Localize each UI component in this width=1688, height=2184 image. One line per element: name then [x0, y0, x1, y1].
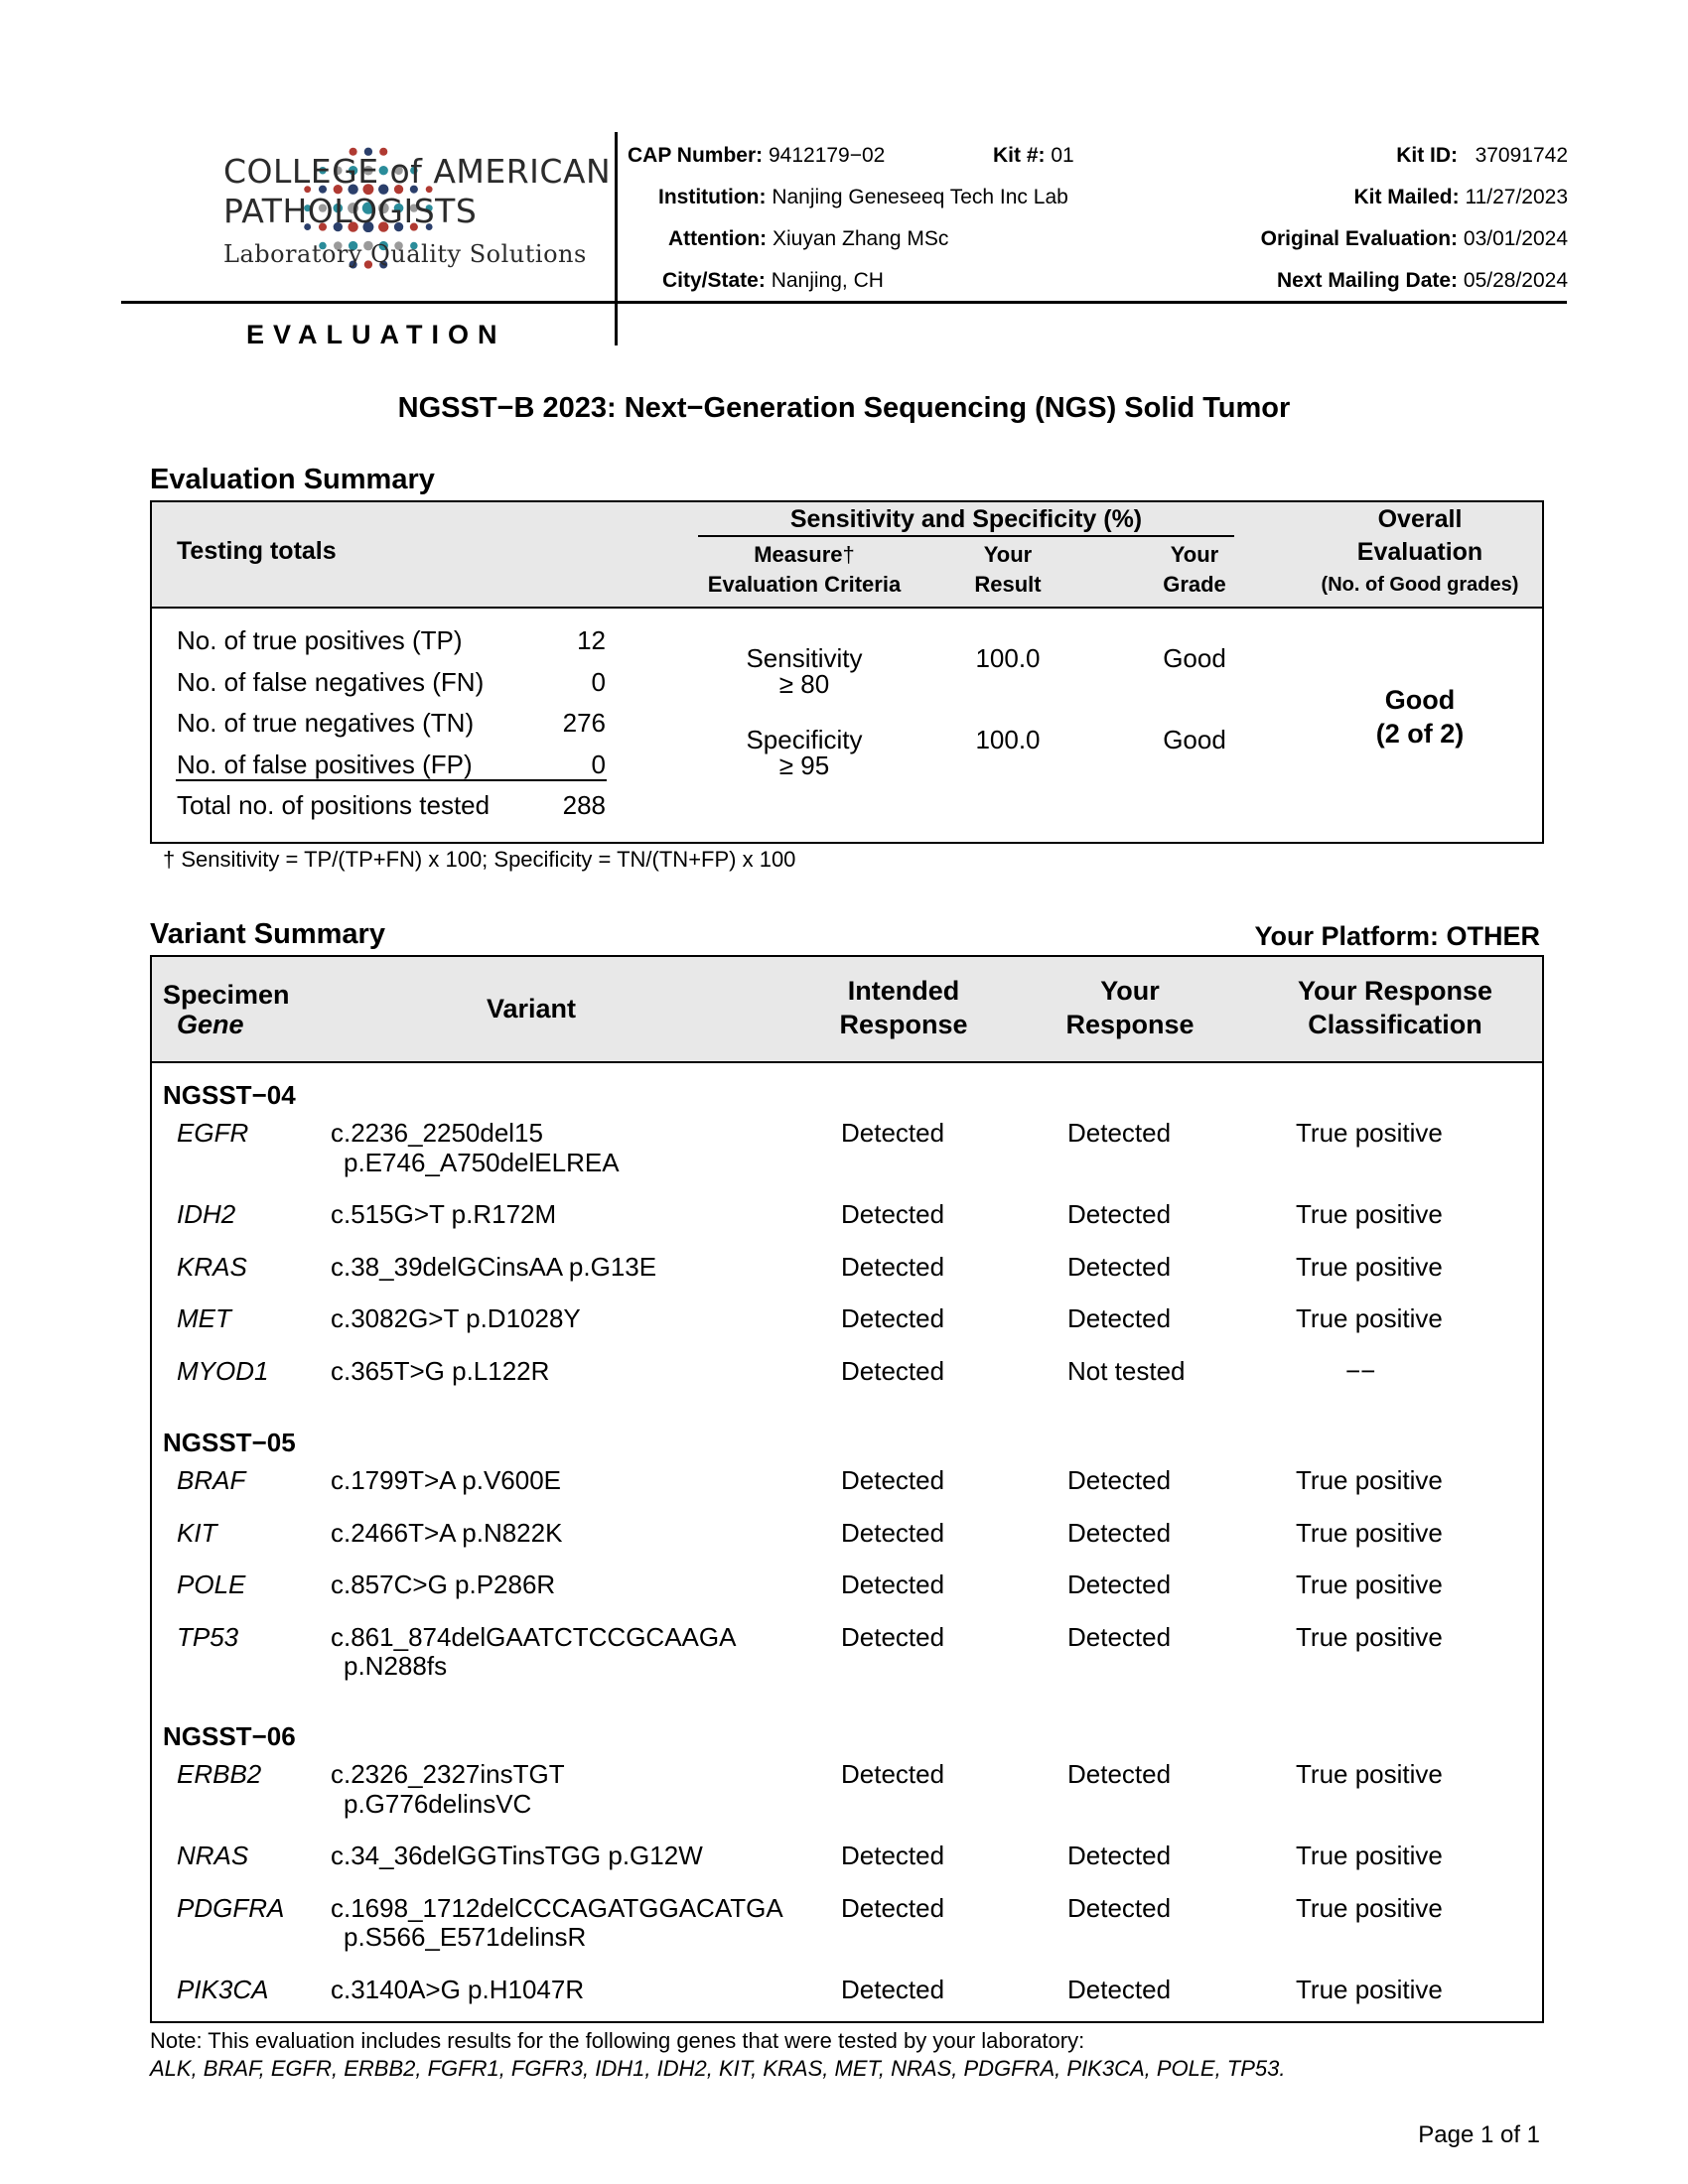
specimen-label: NGSST−05: [163, 1428, 296, 1457]
cap-number-field: [628, 144, 885, 168]
your-response-cell: Detected: [1067, 1303, 1172, 1333]
total-value-all: 288: [562, 790, 606, 820]
intended-response-cell: Detected: [841, 1892, 945, 1923]
variant-protein-cell: p.N288fs: [344, 1651, 448, 1681]
specimen-label: NGSST−04: [163, 1080, 296, 1110]
classification-cell: −−: [1345, 1355, 1376, 1386]
col-specimen: Specimen: [163, 980, 290, 1010]
intended-response-cell: Detected: [841, 1621, 945, 1652]
intended-response-cell: Detected: [841, 1759, 945, 1789]
original-evaluation-value: 03/01/2024: [1463, 227, 1568, 250]
city-label: City/State:: [662, 269, 766, 292]
total-label-tp: No. of true positives (TP): [177, 625, 463, 655]
classification-cell: True positive: [1296, 1759, 1443, 1789]
logo-line-3: Laboratory Quality Solutions: [223, 240, 587, 268]
evaluation-summary-heading: Evaluation Summary: [150, 464, 435, 495]
classification-cell: True positive: [1296, 1570, 1443, 1599]
next-mailing-label: Next Mailing Date:: [1277, 269, 1459, 292]
kit-id-value: 37091742: [1475, 144, 1568, 167]
classification-cell: True positive: [1296, 1251, 1443, 1282]
col-gene: Gene: [177, 1010, 244, 1039]
gene-cell: BRAF: [177, 1465, 246, 1495]
logo-line-2: PATHOLOGISTS: [223, 192, 478, 230]
result-specificity: 100.0: [975, 725, 1041, 754]
next-mailing-value: 05/28/2024: [1463, 269, 1568, 292]
variant-cell: c.34_36delGGTinsTGG p.G12W: [331, 1841, 703, 1870]
totals-sum-rule: [176, 779, 607, 781]
intended-response-cell: Detected: [841, 1465, 945, 1495]
your-response-cell: Detected: [1067, 1199, 1172, 1229]
total-label-tn: No. of true negatives (TN): [177, 708, 475, 738]
evaluation-label: EVALUATION: [246, 320, 506, 349]
intended-response-cell: Detected: [841, 1199, 945, 1229]
platform-label: Your Platform: OTHER: [1254, 921, 1540, 951]
gene-cell: MYOD1: [177, 1355, 269, 1386]
grade-specificity: Good: [1163, 725, 1226, 754]
kit-id-field: [1396, 144, 1568, 168]
variant-protein-cell: p.G776delinsVC: [344, 1788, 532, 1819]
header-divider-vertical: [615, 132, 618, 345]
attention-label: Attention:: [668, 227, 768, 250]
total-value-tn: 276: [562, 708, 606, 738]
gene-cell: PDGFRA: [177, 1892, 285, 1923]
variant-cell: c.2326_2327insTGT: [331, 1759, 565, 1789]
your-response-cell: Detected: [1067, 1974, 1172, 2004]
kit-number-value: 01: [1051, 144, 1074, 167]
note-line-1: Note: This evaluation includes results for the following genes that were tested by your laboratory:: [150, 2028, 1085, 2053]
measure-criteria-sensitivity: ≥ 80: [778, 669, 830, 699]
classification-cell: True positive: [1296, 1465, 1443, 1495]
variant-cell: c.365T>G p.L122R: [331, 1355, 550, 1386]
variant-cell: c.857C>G p.P286R: [331, 1570, 556, 1599]
col-your-2: Response: [1065, 1010, 1195, 1039]
city-value: Nanjing, CH: [771, 269, 884, 292]
total-value-fn: 0: [591, 667, 606, 697]
original-evaluation-field: [1261, 227, 1568, 251]
gene-cell: PIK3CA: [177, 1974, 269, 2004]
overall-header-3: (No. of Good grades): [1321, 574, 1519, 596]
kit-mailed-label: Kit Mailed:: [1353, 186, 1460, 208]
col-class-2: Classification: [1308, 1010, 1482, 1039]
kit-mailed-value: 11/27/2023: [1465, 186, 1568, 208]
sens-spec-rule: [698, 535, 1234, 537]
testing-totals-label: Testing totals: [177, 537, 337, 565]
evaluation-criteria-header: Evaluation Criteria: [707, 572, 902, 597]
variant-cell: c.2236_2250del15: [331, 1118, 543, 1148]
intended-response-cell: Detected: [841, 1303, 945, 1333]
intended-response-cell: Detected: [841, 1355, 945, 1386]
footnote-text: Sensitivity = TP/(TP+FN) x 100; Specificity = TN/(TN+FP) x 100: [181, 847, 796, 872]
gene-cell: ERBB2: [177, 1759, 262, 1789]
classification-cell: True positive: [1296, 1892, 1443, 1923]
col-variant: Variant: [486, 994, 577, 1024]
intended-response-cell: Detected: [841, 1974, 945, 2004]
formula-footnote: [163, 847, 795, 873]
kit-number-label: Kit #:: [993, 144, 1046, 167]
total-label-fp: No. of false positives (FP): [177, 750, 473, 779]
measure-name-specificity: Specificity: [746, 725, 863, 754]
cap-number-value: 9412179−02: [768, 144, 886, 167]
next-mailing-field: [1277, 269, 1568, 293]
grade-sensitivity: Good: [1163, 643, 1226, 673]
intended-response-cell: Detected: [841, 1251, 945, 1282]
your-response-cell: Detected: [1067, 1759, 1172, 1789]
classification-cell: True positive: [1296, 1621, 1443, 1652]
variant-cell: c.861_874delGAATCTCCGCAAGA: [331, 1621, 737, 1652]
gene-cell: TP53: [177, 1621, 239, 1652]
report-title: NGSST−B 2023: Next−Generation Sequencing (NGS) Solid Tumor: [397, 392, 1291, 424]
footnote-dagger: †: [163, 847, 176, 872]
intended-response-cell: Detected: [841, 1118, 945, 1148]
attention-value: Xiuyan Zhang MSc: [772, 227, 949, 250]
your-response-cell: Detected: [1067, 1118, 1172, 1148]
kit-id-label: Kit ID:: [1396, 144, 1459, 167]
gene-cell: POLE: [177, 1570, 246, 1599]
kit-number-field: [993, 144, 1074, 168]
gene-cell: MET: [177, 1303, 231, 1333]
institution-value: Nanjing Geneseeq Tech Inc Lab: [772, 186, 1068, 208]
variant-cell: c.3140A>G p.H1047R: [331, 1974, 585, 2004]
city-field: [662, 269, 884, 293]
total-value-tp: 12: [577, 625, 606, 655]
measure-name-sensitivity: Sensitivity: [746, 643, 863, 673]
page-number: Page 1 of 1: [1418, 2121, 1540, 2148]
variant-cell: c.515G>T p.R172M: [331, 1199, 557, 1229]
intended-response-cell: Detected: [841, 1517, 945, 1548]
original-evaluation-label: Original Evaluation:: [1260, 227, 1459, 250]
sens-spec-header: Sensitivity and Specificity (%): [789, 505, 1143, 533]
result-sensitivity: 100.0: [975, 643, 1041, 673]
overall-header-1: Overall: [1377, 505, 1463, 533]
your-grade-header-1: Your: [1170, 542, 1219, 567]
variant-summary-heading: Variant Summary: [150, 918, 385, 950]
variant-cell: c.2466T>A p.N822K: [331, 1517, 563, 1548]
your-response-cell: Detected: [1067, 1465, 1172, 1495]
your-result-header-1: Your: [983, 542, 1033, 567]
gene-cell: NRAS: [177, 1841, 249, 1870]
measure-dagger: †: [842, 542, 855, 567]
total-value-fp: 0: [591, 750, 606, 779]
variant-protein-cell: p.S566_E571delinsR: [344, 1922, 587, 1952]
classification-cell: True positive: [1296, 1199, 1443, 1229]
cap-number-label: CAP Number:: [628, 144, 764, 167]
your-response-cell: Detected: [1067, 1570, 1172, 1599]
your-result-header-2: Result: [974, 572, 1042, 597]
variant-protein-cell: p.E746_A750delELREA: [344, 1147, 620, 1177]
institution-field: [658, 186, 1068, 209]
your-response-cell: Not tested: [1067, 1355, 1186, 1386]
intended-response-cell: Detected: [841, 1841, 945, 1870]
gene-cell: EGFR: [177, 1118, 249, 1148]
col-class-1: Your Response: [1297, 976, 1493, 1006]
your-response-cell: Detected: [1067, 1251, 1172, 1282]
your-response-cell: Detected: [1067, 1621, 1172, 1652]
gene-cell: KIT: [177, 1517, 217, 1548]
institution-label: Institution:: [658, 186, 767, 208]
intended-response-cell: Detected: [841, 1570, 945, 1599]
attention-field: [668, 227, 948, 251]
your-response-cell: Detected: [1067, 1517, 1172, 1548]
total-label-fn: No. of false negatives (FN): [177, 667, 485, 697]
total-label-all: Total no. of positions tested: [177, 790, 491, 820]
classification-cell: True positive: [1296, 1303, 1443, 1333]
classification-cell: True positive: [1296, 1974, 1443, 2004]
header-divider-horizontal: [121, 301, 1567, 304]
overall-count: (2 of 2): [1375, 719, 1465, 749]
gene-cell: KRAS: [177, 1251, 247, 1282]
specimen-label: NGSST−06: [163, 1721, 296, 1751]
your-response-cell: Detected: [1067, 1892, 1172, 1923]
your-response-cell: Detected: [1067, 1841, 1172, 1870]
col-intended-1: Intended: [847, 976, 960, 1006]
overall-result: Good: [1384, 685, 1456, 715]
classification-cell: True positive: [1296, 1118, 1443, 1148]
note-gene-list: ALK, BRAF, EGFR, ERBB2, FGFR1, FGFR3, IDH1, IDH2, KIT, KRAS, MET, NRAS, PDGFRA, PIK3CA, POLE, TP53.: [150, 2056, 1286, 2081]
overall-header-2: Evaluation: [1356, 538, 1483, 566]
variant-cell: c.38_39delGCinsAA p.G13E: [331, 1251, 657, 1282]
gene-cell: IDH2: [177, 1199, 236, 1229]
measure-header-text: Measure: [754, 542, 843, 567]
variant-cell: c.1698_1712delCCCAGATGGACATGA: [331, 1892, 783, 1923]
your-grade-header-2: Grade: [1163, 572, 1226, 597]
classification-cell: True positive: [1296, 1517, 1443, 1548]
measure-criteria-specificity: ≥ 95: [778, 751, 830, 780]
measure-header: [685, 542, 923, 568]
classification-cell: True positive: [1296, 1841, 1443, 1870]
variant-cell: c.3082G>T p.D1028Y: [331, 1303, 581, 1333]
col-your-1: Your: [1100, 976, 1160, 1006]
logo-line-1: COLLEGE of AMERICAN: [223, 152, 612, 191]
variant-cell: c.1799T>A p.V600E: [331, 1465, 562, 1495]
col-intended-2: Response: [839, 1010, 968, 1039]
kit-mailed-field: [1353, 186, 1568, 209]
